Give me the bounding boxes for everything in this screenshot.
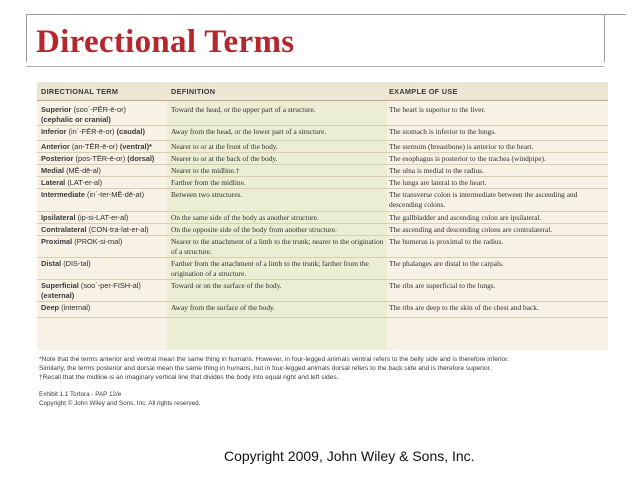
title-divider bbox=[26, 66, 604, 67]
term-synonym: (cephalic or cranial) bbox=[41, 115, 111, 124]
example-cell: The transverse colon is intermediate between the ascending and descending colons. bbox=[389, 190, 578, 209]
footnotes bbox=[39, 355, 609, 383]
term-name: Distal bbox=[41, 259, 62, 268]
table-row bbox=[37, 224, 608, 236]
term-name: Proximal bbox=[41, 237, 73, 246]
term-cell bbox=[41, 127, 167, 137]
definition-cell: Farther from the attachment of a limb to the trunk; farther from the origination of a structure. bbox=[171, 259, 369, 278]
header-directional-term: DIRECTIONAL TERM bbox=[41, 87, 119, 96]
exhibit-copyright: Copyright © John Wiley and Sons, Inc. All rights reserved. bbox=[39, 399, 201, 407]
term-pronunciation: (ip-si-LAT-er-al) bbox=[77, 213, 129, 222]
slide-frame-right bbox=[604, 14, 605, 62]
definition-cell: Away from the head, or the lower part of a structure. bbox=[171, 127, 327, 136]
term-cell bbox=[41, 166, 167, 176]
term-pronunciation: (in´-ter-MĒ-dē-at) bbox=[87, 190, 145, 199]
footnote-midline: †Recall that the midline is an imaginary vertical line that divides the body into equal right and left sides. bbox=[39, 374, 339, 382]
term-name: Inferior bbox=[41, 127, 67, 136]
definition-cell: Nearer to or at the front of the body. bbox=[171, 142, 278, 151]
table-row bbox=[37, 141, 608, 153]
term-name: Contralateral bbox=[41, 225, 87, 234]
header-definition: DEFINITION bbox=[171, 87, 216, 96]
slide-frame-top bbox=[26, 14, 626, 15]
example-cell: The sternum (breastbone) is anterior to the heart. bbox=[389, 142, 534, 151]
term-synonym: (ventral)* bbox=[119, 142, 152, 151]
term-name: Lateral bbox=[41, 178, 66, 187]
term-synonym: (caudal) bbox=[116, 127, 145, 136]
slide-frame-left bbox=[26, 14, 27, 62]
table-body bbox=[37, 104, 608, 318]
table-row bbox=[37, 177, 608, 189]
term-pronunciation: (CON-tra-lat-er-al) bbox=[88, 225, 149, 234]
term-pronunciation: (internal) bbox=[61, 303, 91, 312]
example-cell: The stomach is inferior to the lungs. bbox=[389, 127, 496, 136]
term-cell bbox=[41, 154, 167, 164]
definition-cell: On the same side of the body as another structure. bbox=[171, 213, 319, 222]
table-row bbox=[37, 104, 608, 126]
example-cell: The heart is superior to the liver. bbox=[389, 105, 486, 114]
footnote-posterior-dorsal: Similarly, the terms posterior and dorsal mean the same thing in humans, but in four-legged animals dorsal refers to the back side and is therefore superior. bbox=[39, 365, 492, 373]
term-pronunciation: (LAT-er-al) bbox=[67, 178, 103, 187]
example-cell: The phalanges are distal to the carpals. bbox=[389, 259, 504, 268]
term-name: Anterior bbox=[41, 142, 70, 151]
term-synonym: (external) bbox=[41, 291, 75, 300]
definition-cell: Toward or on the surface of the body. bbox=[171, 281, 282, 290]
example-cell: The gallbladder and ascending colon are ipsilateral. bbox=[389, 213, 542, 222]
definition-cell: Nearer to the attachment of a limb to the trunk; nearer to the origination of a structure. bbox=[171, 237, 384, 256]
definition-cell: Between two structures. bbox=[171, 190, 243, 199]
example-cell: The ascending and descending colons are contralateral. bbox=[389, 225, 553, 234]
term-name: Medial bbox=[41, 166, 64, 175]
table-row bbox=[37, 302, 608, 318]
slide-title: Directional Terms bbox=[36, 24, 295, 60]
table-row bbox=[37, 126, 608, 141]
header-example-of-use: EXAMPLE OF USE bbox=[389, 87, 458, 96]
example-cell: The ribs are superficial to the lungs. bbox=[389, 281, 496, 290]
term-pronunciation: (pos-TĒR-ē-or) bbox=[75, 154, 126, 163]
term-name: Posterior bbox=[41, 154, 74, 163]
definition-cell: On the opposite side of the body from another structure. bbox=[171, 225, 337, 234]
definition-cell: Away from the surface of the body. bbox=[171, 303, 276, 312]
definition-cell: Toward the head, or the upper part of a structure. bbox=[171, 105, 316, 114]
term-cell bbox=[41, 178, 167, 188]
exhibit-credit bbox=[39, 391, 339, 409]
term-name: Superficial bbox=[41, 281, 79, 290]
term-cell bbox=[41, 105, 167, 125]
term-cell bbox=[41, 281, 167, 301]
slide-copyright: Copyright 2009, John Wiley & Sons, Inc. bbox=[224, 448, 475, 464]
example-cell: The lungs are lateral to the heart. bbox=[389, 178, 487, 187]
term-cell bbox=[41, 225, 167, 235]
term-pronunciation: (DIS-tal) bbox=[63, 259, 91, 268]
term-pronunciation: (MĒ-dē-al) bbox=[66, 166, 101, 175]
term-cell bbox=[41, 237, 167, 247]
term-cell bbox=[41, 190, 167, 200]
exhibit-source: Exhibit 1.1 Tortora - PAP 12/e bbox=[39, 391, 122, 398]
example-cell: The ribs are deep to the skin of the chest and back. bbox=[389, 303, 539, 312]
table-row bbox=[37, 236, 608, 258]
table-header bbox=[37, 82, 608, 101]
row-divider bbox=[37, 317, 608, 318]
term-pronunciation: (an-TĒR-ē-or) bbox=[71, 142, 118, 151]
definition-cell: Farther from the midline. bbox=[171, 178, 246, 187]
term-pronunciation: (in´-FĒR-ē-or) bbox=[68, 127, 115, 136]
term-cell bbox=[41, 303, 167, 313]
term-cell bbox=[41, 213, 167, 223]
table-row bbox=[37, 280, 608, 302]
term-cell bbox=[41, 259, 167, 269]
table-row bbox=[37, 258, 608, 280]
term-name: Intermediate bbox=[41, 190, 85, 199]
table-row bbox=[37, 212, 608, 224]
term-name: Deep bbox=[41, 303, 60, 312]
table-row bbox=[37, 189, 608, 212]
term-pronunciation: (soo´-per-FISH-al) bbox=[80, 281, 141, 290]
directional-terms-table bbox=[37, 82, 608, 350]
definition-cell: Nearer to or at the back of the body. bbox=[171, 154, 278, 163]
term-synonym: (dorsal) bbox=[127, 154, 155, 163]
term-name: Superior bbox=[41, 105, 72, 114]
term-cell bbox=[41, 142, 167, 152]
example-cell: The humerus is proximal to the radius. bbox=[389, 237, 504, 246]
term-pronunciation: (soo´-PĒR-ē-or) bbox=[73, 105, 127, 114]
footnote-anterior-ventral: *Note that the terms anterior and ventral mean the same thing in humans. However, in four-legged animals ventral refers to the belly side and is therefore inferior. bbox=[39, 356, 509, 363]
definition-cell: Nearer to the midline.† bbox=[171, 166, 240, 175]
table-row bbox=[37, 165, 608, 177]
term-pronunciation: (PROK-si-mal) bbox=[74, 237, 123, 246]
table-row bbox=[37, 153, 608, 165]
example-cell: The esophagus is posterior to the trachea (windpipe). bbox=[389, 154, 546, 163]
example-cell: The ulna is medial to the radius. bbox=[389, 166, 485, 175]
term-name: Ipsilateral bbox=[41, 213, 76, 222]
